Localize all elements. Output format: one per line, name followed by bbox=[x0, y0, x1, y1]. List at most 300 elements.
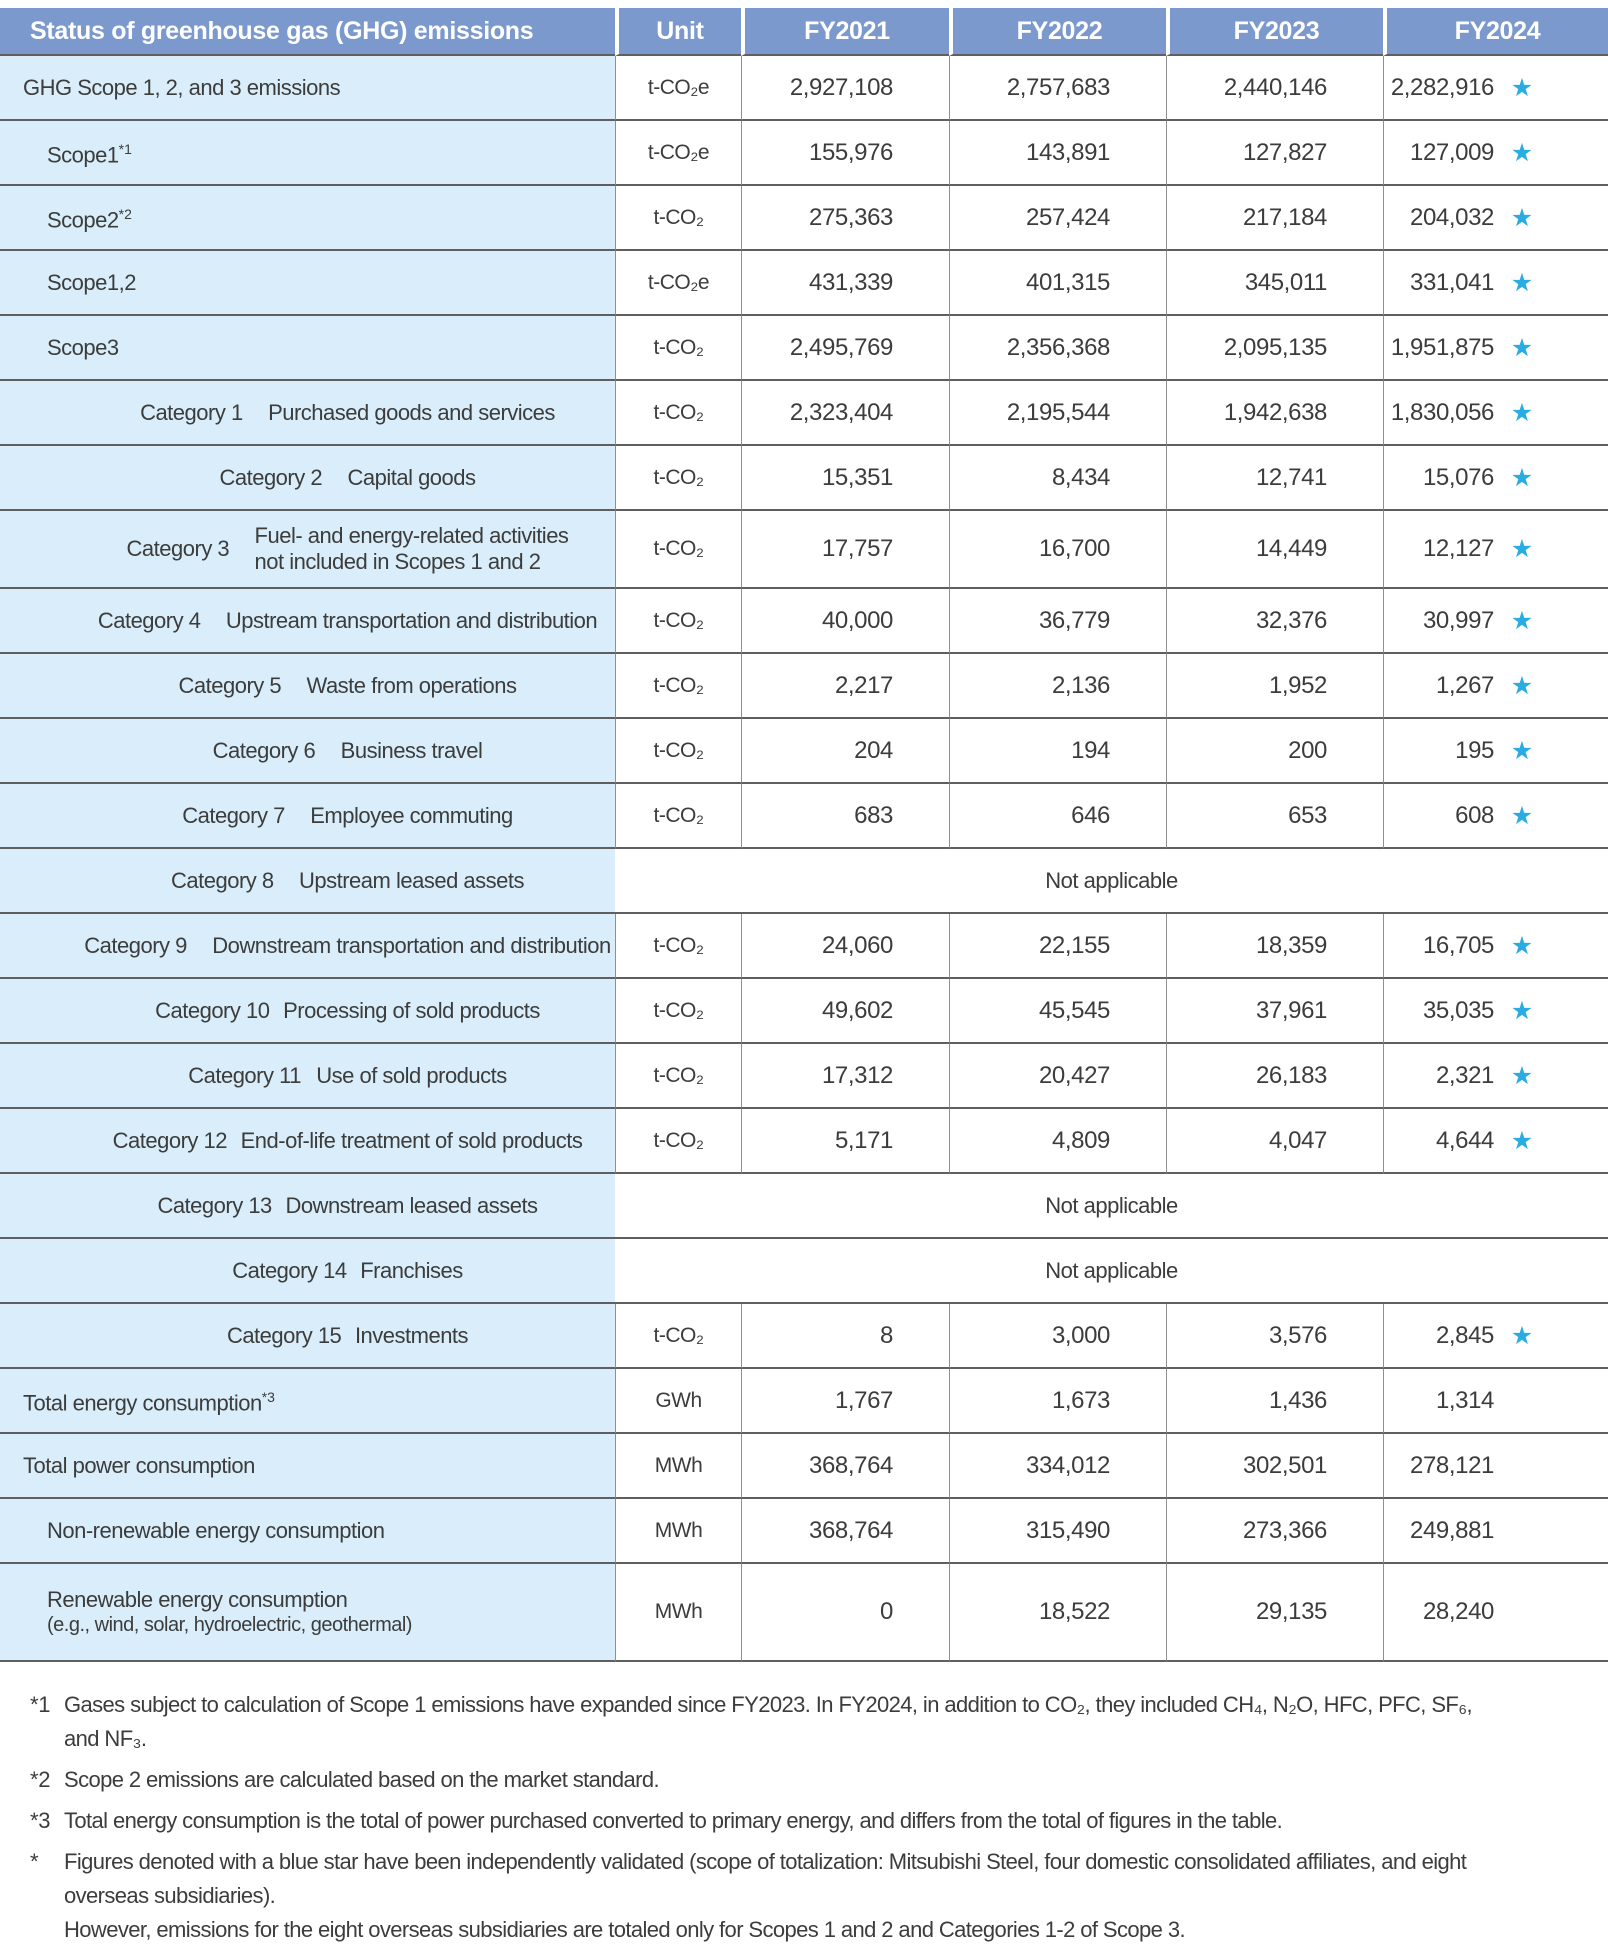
row-label bbox=[1, 136, 614, 168]
value-cell-fy2023 bbox=[1166, 1369, 1383, 1434]
value-cell-fy2022 bbox=[949, 381, 1166, 446]
validated-star-icon: ★ bbox=[1510, 931, 1534, 960]
unit-cell: t-CO₂ bbox=[615, 979, 741, 1044]
value: 40,000 bbox=[821, 606, 893, 634]
row-label bbox=[1, 803, 614, 829]
footnote-marker: *1 bbox=[30, 1692, 51, 1717]
value-cell-fy2024 bbox=[1383, 56, 1608, 121]
table-row bbox=[0, 316, 1608, 381]
validated-star-icon: ★ bbox=[1510, 138, 1534, 167]
value-cell-fy2023 bbox=[1166, 1304, 1383, 1369]
value-cell-fy2021 bbox=[741, 784, 949, 849]
value-cell-fy2021 bbox=[741, 186, 949, 251]
unit-cell: t-CO₂ bbox=[615, 446, 741, 511]
value: 278,121 bbox=[1410, 1451, 1494, 1479]
value-cell-fy2021 bbox=[741, 654, 949, 719]
category-description-line: Downstream transportation and distribution bbox=[212, 932, 611, 958]
value-cell-fy2023 bbox=[1166, 1499, 1383, 1564]
footnote-line: Gases subject to calculation of Scope 1 emissions have expanded since FY2023. In FY2024, in addition to CO₂, they included CH₄, N₂O, HFC, PFC, SF₆, bbox=[64, 1692, 1473, 1717]
value-cell-fy2024 bbox=[1383, 719, 1608, 784]
value: 36,779 bbox=[1038, 606, 1110, 634]
value-cell-fy2021 bbox=[741, 381, 949, 446]
row-title-text: Non-renewable energy consumption bbox=[47, 1517, 385, 1543]
value-cell-fy2021 bbox=[741, 1499, 949, 1564]
validated-star-icon: ★ bbox=[1510, 1321, 1534, 1350]
value-cell-fy2023 bbox=[1166, 589, 1383, 654]
value-cell-fy2024 bbox=[1383, 1564, 1608, 1662]
category-description-line: Capital goods bbox=[347, 464, 476, 490]
value: 2,845 bbox=[1435, 1321, 1494, 1349]
unit-cell: t-CO₂ bbox=[615, 719, 741, 784]
value-cell-fy2024 bbox=[1383, 1044, 1608, 1109]
category-description bbox=[341, 738, 483, 764]
value: 204,032 bbox=[1410, 203, 1494, 231]
row-label bbox=[1, 523, 614, 575]
value: 200 bbox=[1288, 736, 1327, 764]
value: 12,127 bbox=[1422, 535, 1494, 562]
footnote-body bbox=[64, 1804, 1590, 1838]
value: 1,436 bbox=[1268, 1386, 1327, 1414]
unit-cell: MWh bbox=[615, 1434, 741, 1499]
unit-cell: t-CO₂ bbox=[615, 589, 741, 654]
row-label bbox=[1, 608, 614, 634]
category-description-line: End-of-life treatment of sold products bbox=[240, 1127, 583, 1153]
table-row bbox=[0, 1109, 1608, 1174]
table-row bbox=[0, 381, 1608, 446]
row-title bbox=[47, 1518, 614, 1544]
table-row bbox=[0, 56, 1608, 121]
value: 127,827 bbox=[1243, 138, 1327, 166]
row-label-cell bbox=[0, 121, 615, 186]
value-cell-fy2023 bbox=[1166, 251, 1383, 316]
category-number: Category 2 bbox=[219, 464, 323, 490]
row-label bbox=[1, 1453, 614, 1479]
category-description-line: Fuel- and energy-related activities bbox=[254, 523, 569, 548]
category-description bbox=[285, 1193, 537, 1219]
table-row bbox=[0, 1434, 1608, 1499]
value: 127,009 bbox=[1410, 138, 1494, 166]
category-description bbox=[283, 998, 540, 1024]
row-label bbox=[1, 998, 614, 1024]
unit-cell: t-CO₂ bbox=[615, 186, 741, 251]
value-cell-fy2023 bbox=[1166, 719, 1383, 784]
row-title bbox=[23, 75, 614, 101]
value-cell-fy2022 bbox=[949, 1369, 1166, 1434]
value-cell-fy2022 bbox=[949, 186, 1166, 251]
row-title bbox=[23, 1453, 614, 1479]
value: 217,184 bbox=[1243, 203, 1327, 231]
value: 334,012 bbox=[1026, 1451, 1110, 1479]
row-title bbox=[47, 1587, 614, 1613]
value: 2,440,146 bbox=[1223, 73, 1327, 101]
value-cell-fy2023 bbox=[1166, 381, 1383, 446]
value: 653 bbox=[1288, 801, 1327, 829]
value-cell-fy2022 bbox=[949, 511, 1166, 589]
row-label bbox=[1, 868, 614, 894]
value: 195 bbox=[1455, 736, 1494, 764]
value: 37,961 bbox=[1255, 996, 1327, 1024]
value-cell-fy2022 bbox=[949, 251, 1166, 316]
category-number: Category 3 bbox=[126, 536, 230, 561]
validated-star-icon: ★ bbox=[1510, 1061, 1534, 1090]
value: 646 bbox=[1071, 801, 1110, 829]
unit-cell: t-CO₂e bbox=[615, 121, 741, 186]
row-title-text: Total energy consumption bbox=[23, 1390, 262, 1416]
value-cell-fy2021 bbox=[741, 121, 949, 186]
value-cell-fy2023 bbox=[1166, 511, 1383, 589]
validated-star-icon: ★ bbox=[1510, 606, 1534, 635]
row-label bbox=[1, 1518, 614, 1544]
table-row bbox=[0, 446, 1608, 511]
not-applicable-cell: Not applicable bbox=[615, 1239, 1608, 1304]
table-row bbox=[0, 719, 1608, 784]
row-label-cell bbox=[0, 1499, 615, 1564]
value-cell-fy2024 bbox=[1383, 1434, 1608, 1499]
footnote-marker: *2 bbox=[30, 1767, 51, 1792]
value: 2,323,404 bbox=[789, 398, 893, 426]
row-label-cell bbox=[0, 914, 615, 979]
value-cell-fy2022 bbox=[949, 1564, 1166, 1662]
value: 345,011 bbox=[1244, 268, 1327, 296]
category-number: Category 6 bbox=[212, 737, 316, 763]
row-label-cell bbox=[0, 1109, 615, 1174]
value: 26,183 bbox=[1255, 1061, 1327, 1089]
category-description bbox=[316, 1063, 507, 1089]
footnote-body bbox=[64, 1845, 1590, 1947]
value: 204 bbox=[854, 736, 893, 764]
validated-star-icon: ★ bbox=[1510, 535, 1534, 563]
validated-star-icon: ★ bbox=[1510, 73, 1534, 102]
value: 431,339 bbox=[809, 268, 893, 296]
value: 1,830,056 bbox=[1390, 398, 1494, 426]
unit-cell: t-CO₂ bbox=[615, 381, 741, 446]
value-cell-fy2021 bbox=[741, 1304, 949, 1369]
category-description-line: Processing of sold products bbox=[283, 997, 540, 1023]
value-cell-fy2022 bbox=[949, 784, 1166, 849]
row-label bbox=[1, 1128, 614, 1154]
value: 368,764 bbox=[809, 1451, 893, 1479]
value-cell-fy2021 bbox=[741, 1564, 949, 1662]
value-cell-fy2024 bbox=[1383, 654, 1608, 719]
value-cell-fy2023 bbox=[1166, 1434, 1383, 1499]
value: 0 bbox=[880, 1598, 893, 1625]
row-label-cell bbox=[0, 316, 615, 381]
row-label-cell bbox=[0, 589, 615, 654]
row-label bbox=[1, 75, 614, 101]
row-label bbox=[1, 1063, 614, 1089]
value-cell-fy2024 bbox=[1383, 1109, 1608, 1174]
category-number: Category 7 bbox=[182, 802, 285, 828]
value: 2,757,683 bbox=[1006, 73, 1110, 101]
category-number: Category 13 bbox=[157, 1192, 272, 1218]
row-title-text: Scope3 bbox=[47, 334, 119, 360]
value-cell-fy2022 bbox=[949, 121, 1166, 186]
unit-cell: MWh bbox=[615, 1564, 741, 1662]
category-description-line: Waste from operations bbox=[306, 672, 517, 698]
column-header-unit: Unit bbox=[615, 8, 741, 56]
value-cell-fy2023 bbox=[1166, 1044, 1383, 1109]
value-cell-fy2024 bbox=[1383, 979, 1608, 1044]
value-cell-fy2021 bbox=[741, 589, 949, 654]
unit-cell: t-CO₂ bbox=[615, 1044, 741, 1109]
row-label bbox=[1, 933, 614, 959]
value: 12,741 bbox=[1255, 463, 1327, 491]
table-row bbox=[0, 849, 1608, 914]
value-cell-fy2022 bbox=[949, 56, 1166, 121]
value-cell-fy2023 bbox=[1166, 446, 1383, 511]
value: 257,424 bbox=[1026, 203, 1110, 231]
row-label-cell bbox=[0, 1369, 615, 1434]
footnote bbox=[30, 1688, 1590, 1756]
footnotes bbox=[0, 1662, 1608, 1947]
table-header-row bbox=[0, 8, 1608, 56]
value-cell-fy2024 bbox=[1383, 914, 1608, 979]
unit-cell: GWh bbox=[615, 1369, 741, 1434]
unit-cell: t-CO₂ bbox=[615, 511, 741, 589]
value-cell-fy2023 bbox=[1166, 121, 1383, 186]
value: 24,060 bbox=[821, 931, 893, 959]
validated-star-icon: ★ bbox=[1510, 203, 1534, 232]
row-label-cell bbox=[0, 251, 615, 316]
value-cell-fy2022 bbox=[949, 654, 1166, 719]
row-label bbox=[1, 201, 614, 233]
footnote-ref: *2 bbox=[118, 206, 132, 223]
value: 275,363 bbox=[809, 203, 893, 231]
value: 35,035 bbox=[1422, 996, 1494, 1024]
table-row bbox=[0, 1564, 1608, 1662]
value-cell-fy2024 bbox=[1383, 784, 1608, 849]
category-description-line: Franchises bbox=[360, 1257, 463, 1283]
row-title bbox=[47, 136, 614, 168]
footnote-line: and NF₃. bbox=[64, 1726, 147, 1751]
category-description bbox=[299, 868, 524, 894]
row-label bbox=[1, 465, 614, 491]
value-cell-fy2022 bbox=[949, 446, 1166, 511]
footnote-body bbox=[64, 1763, 1590, 1797]
value-cell-fy2024 bbox=[1383, 186, 1608, 251]
row-label-cell bbox=[0, 719, 615, 784]
value: 683 bbox=[854, 801, 893, 829]
table-row bbox=[0, 654, 1608, 719]
value: 2,136 bbox=[1051, 671, 1110, 699]
validated-star-icon: ★ bbox=[1510, 463, 1534, 492]
value-cell-fy2022 bbox=[949, 719, 1166, 784]
category-number: Category 12 bbox=[112, 1127, 227, 1153]
category-number: Category 5 bbox=[178, 672, 282, 698]
category-number: Category 4 bbox=[97, 607, 201, 633]
footnote bbox=[30, 1804, 1590, 1838]
table-row bbox=[0, 784, 1608, 849]
footnote-line: Scope 2 emissions are calculated based on the market standard. bbox=[64, 1767, 660, 1792]
footnote-body bbox=[64, 1688, 1590, 1756]
category-description-line: Upstream leased assets bbox=[299, 867, 524, 893]
unit-cell: MWh bbox=[615, 1499, 741, 1564]
value: 4,644 bbox=[1435, 1126, 1494, 1154]
row-title bbox=[47, 270, 614, 296]
value-cell-fy2022 bbox=[949, 1304, 1166, 1369]
value-cell-fy2024 bbox=[1383, 1369, 1608, 1434]
value: 2,321 bbox=[1435, 1061, 1494, 1089]
validated-star-icon: ★ bbox=[1510, 671, 1534, 700]
footnote-marker: * bbox=[30, 1849, 39, 1874]
value-cell-fy2024 bbox=[1383, 1304, 1608, 1369]
value-cell-fy2021 bbox=[741, 1434, 949, 1499]
category-description bbox=[347, 465, 475, 491]
value-cell-fy2021 bbox=[741, 719, 949, 784]
category-number: Category 15 bbox=[226, 1322, 342, 1348]
table-row bbox=[0, 589, 1608, 654]
row-label-cell bbox=[0, 56, 615, 121]
row-label bbox=[1, 400, 614, 426]
table-row bbox=[0, 1369, 1608, 1434]
row-label-cell bbox=[0, 446, 615, 511]
row-label-cell bbox=[0, 1239, 615, 1304]
column-header-fy2023: FY2023 bbox=[1166, 8, 1383, 56]
value: 32,376 bbox=[1255, 606, 1327, 634]
value: 315,490 bbox=[1026, 1516, 1110, 1544]
value: 2,195,544 bbox=[1006, 398, 1110, 426]
value: 249,881 bbox=[1410, 1516, 1494, 1544]
table-row bbox=[0, 511, 1608, 589]
row-title-text: Scope2 bbox=[47, 207, 119, 233]
row-label-cell bbox=[0, 1044, 615, 1109]
value: 18,522 bbox=[1038, 1598, 1110, 1625]
value: 331,041 bbox=[1410, 268, 1494, 296]
footnote bbox=[30, 1763, 1590, 1797]
value: 3,576 bbox=[1268, 1321, 1327, 1349]
value: 28,240 bbox=[1422, 1598, 1494, 1625]
row-title-text: Scope1 bbox=[47, 142, 119, 168]
value-cell-fy2024 bbox=[1383, 511, 1608, 589]
value-cell-fy2021 bbox=[741, 511, 949, 589]
value-cell-fy2021 bbox=[741, 446, 949, 511]
footnote-marker: *3 bbox=[30, 1808, 51, 1833]
category-description-line: Business travel bbox=[340, 737, 483, 763]
value: 45,545 bbox=[1038, 996, 1110, 1024]
value: 3,000 bbox=[1051, 1321, 1110, 1349]
category-description bbox=[226, 608, 597, 634]
table-row bbox=[0, 914, 1608, 979]
validated-star-icon: ★ bbox=[1510, 268, 1534, 297]
value-cell-fy2022 bbox=[949, 1044, 1166, 1109]
category-number: Category 11 bbox=[188, 1062, 301, 1088]
value: 1,314 bbox=[1435, 1386, 1494, 1414]
validated-star-icon: ★ bbox=[1510, 996, 1534, 1025]
not-applicable-cell: Not applicable bbox=[615, 1174, 1608, 1239]
value: 16,700 bbox=[1038, 535, 1110, 562]
category-number: Category 8 bbox=[171, 867, 274, 893]
validated-star-icon: ★ bbox=[1510, 801, 1534, 830]
value-cell-fy2024 bbox=[1383, 121, 1608, 186]
column-header-fy2021: FY2021 bbox=[741, 8, 949, 56]
category-number: Category 9 bbox=[84, 932, 187, 958]
category-number: Category 10 bbox=[155, 997, 270, 1023]
row-label-cell bbox=[0, 186, 615, 251]
value: 16,705 bbox=[1422, 931, 1494, 959]
category-description-line: Use of sold products bbox=[316, 1062, 507, 1088]
value-cell-fy2022 bbox=[949, 589, 1166, 654]
table-row bbox=[0, 1044, 1608, 1109]
value: 2,095,135 bbox=[1223, 333, 1327, 361]
value: 49,602 bbox=[821, 996, 893, 1024]
row-label-cell bbox=[0, 784, 615, 849]
value-cell-fy2021 bbox=[741, 1044, 949, 1109]
table-row bbox=[0, 1174, 1608, 1239]
value-cell-fy2023 bbox=[1166, 784, 1383, 849]
category-description bbox=[241, 1128, 583, 1154]
row-label-cell bbox=[0, 1564, 615, 1662]
row-label-cell bbox=[0, 1304, 615, 1369]
value-cell-fy2023 bbox=[1166, 914, 1383, 979]
validated-star-icon: ★ bbox=[1510, 1126, 1534, 1155]
category-description bbox=[355, 1323, 468, 1349]
value-cell-fy2024 bbox=[1383, 251, 1608, 316]
value: 15,351 bbox=[821, 463, 893, 491]
value-cell-fy2024 bbox=[1383, 1499, 1608, 1564]
unit-cell: t-CO₂ bbox=[615, 1109, 741, 1174]
row-label-cell bbox=[0, 381, 615, 446]
unit-cell: t-CO₂ bbox=[615, 316, 741, 381]
footnote-line: However, emissions for the eight overseas subsidiaries are totaled only for Scopes 1 and 2 and Categories 1-2 of Scope 3. bbox=[64, 1917, 1185, 1942]
value: 1,267 bbox=[1435, 671, 1494, 699]
value: 20,427 bbox=[1038, 1061, 1110, 1089]
value: 368,764 bbox=[809, 1516, 893, 1544]
value-cell-fy2023 bbox=[1166, 1564, 1383, 1662]
row-label-cell bbox=[0, 849, 615, 914]
value: 18,359 bbox=[1255, 931, 1327, 959]
row-subtitle: (e.g., wind, solar, hydroelectric, geothermal) bbox=[47, 1613, 412, 1636]
row-title bbox=[23, 1384, 614, 1416]
value-cell-fy2022 bbox=[949, 1109, 1166, 1174]
table-row bbox=[0, 1304, 1608, 1369]
table-row bbox=[0, 251, 1608, 316]
value: 608 bbox=[1455, 801, 1494, 829]
category-description-line: Purchased goods and services bbox=[268, 399, 555, 425]
value: 2,356,368 bbox=[1006, 333, 1110, 361]
value: 2,927,108 bbox=[789, 73, 893, 101]
ghg-emissions-table bbox=[0, 8, 1608, 1662]
category-description bbox=[360, 1258, 463, 1284]
value-cell-fy2024 bbox=[1383, 446, 1608, 511]
category-description-line: Downstream leased assets bbox=[285, 1192, 538, 1218]
value: 22,155 bbox=[1038, 931, 1110, 959]
value: 1,942,638 bbox=[1223, 398, 1327, 426]
column-header-fy2024: FY2024 bbox=[1383, 8, 1608, 56]
row-title-text: GHG Scope 1, 2, and 3 emissions bbox=[23, 74, 341, 100]
row-label bbox=[1, 738, 614, 764]
value-cell-fy2021 bbox=[741, 1109, 949, 1174]
value: 14,449 bbox=[1255, 535, 1327, 562]
row-title bbox=[47, 335, 614, 361]
footnote-ref: *3 bbox=[261, 1389, 275, 1406]
value: 401,315 bbox=[1026, 268, 1110, 296]
value: 17,757 bbox=[821, 535, 893, 562]
not-applicable-cell: Not applicable bbox=[615, 849, 1608, 914]
footnote bbox=[30, 1845, 1590, 1947]
footnote-line: Figures denoted with a blue star have been independently validated (scope of totalization: Mitsubishi Steel, four domestic consolidated affiliates, and eight bbox=[64, 1849, 1467, 1874]
footnote-line: Total energy consumption is the total of power purchased converted to primary energy, and differs from the total of figures in the table. bbox=[64, 1808, 1283, 1833]
row-label bbox=[1, 1384, 614, 1416]
value-cell-fy2022 bbox=[949, 979, 1166, 1044]
value-cell-fy2021 bbox=[741, 1369, 949, 1434]
value: 194 bbox=[1071, 736, 1110, 764]
value: 8 bbox=[880, 1321, 893, 1349]
row-label-cell bbox=[0, 1434, 615, 1499]
value-cell-fy2023 bbox=[1166, 56, 1383, 121]
value-cell-fy2022 bbox=[949, 1499, 1166, 1564]
table-row bbox=[0, 121, 1608, 186]
value: 2,217 bbox=[834, 671, 893, 699]
